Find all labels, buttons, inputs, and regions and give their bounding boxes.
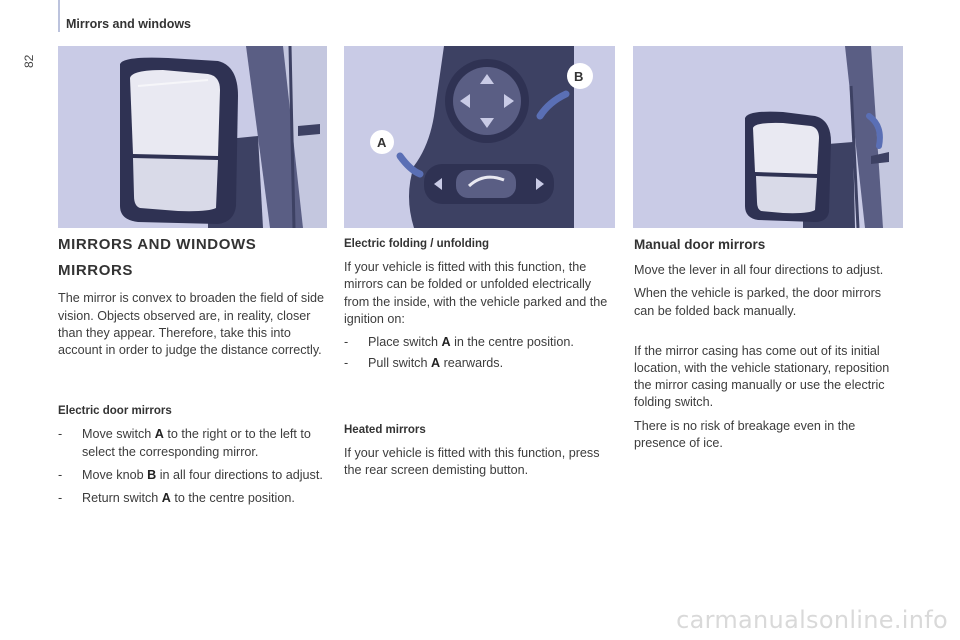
- column-middle: [344, 236, 616, 479]
- electric-mirrors-heading: Electric door mirrors: [58, 405, 172, 418]
- electric-folding-heading: Electric folding / unfolding: [344, 238, 490, 250]
- heated-mirrors-paragraph: If your vehicle is fitted with this function, press the rear screen demisting button.: [344, 445, 600, 477]
- electric-folding-paragraph: If your vehicle is fitted with this function, the mirrors can be folded or unfolded electrically from the inside, with the vehicle parked and the ignition on:: [344, 260, 608, 326]
- manual-mirrors-heading: Manual door mirrors: [634, 237, 766, 252]
- electric-mirrors-list: [58, 426, 326, 507]
- page-header-title: Mirrors and windows: [66, 17, 192, 31]
- manual-paragraph-4: There is no risk of breakage even in the presence of ice.: [634, 418, 856, 450]
- column-left: [58, 236, 326, 507]
- column-right: [634, 236, 904, 452]
- heated-mirrors-heading: Heated mirrors: [344, 424, 426, 437]
- list-item: - Return switch A to the centre position.: [58, 491, 295, 506]
- list-item: - Move switch A to the right or to the left to select the corresponding mirror.: [58, 427, 311, 459]
- mirror-switch-illustration: [344, 46, 615, 228]
- site-watermark: carmanualsonline.info: [676, 606, 948, 634]
- manual-paragraph-2: When the vehicle is parked, the door mirrors can be folded back manually.: [634, 286, 882, 318]
- label-a: A: [377, 135, 387, 150]
- header-accent-bar: [58, 0, 60, 32]
- label-b: B: [574, 69, 584, 84]
- manual-mirror-illustration: [633, 46, 903, 228]
- manual-paragraph-3: If the mirror casing has come out of its initial location, with the vehicle stationary, reposition the mirror casing manually or use the electric folding switch.: [634, 343, 890, 410]
- page-number: 82: [22, 54, 36, 68]
- subsection-title: MIRRORS: [58, 262, 134, 280]
- intro-paragraph: The mirror is convex to broaden the field of side vision. Objects observed are, in reality, closer than they appear. Therefore, take this into account in order to judge the distance correctly.: [58, 291, 324, 358]
- list-item: - Move knob B in all four directions to adjust.: [58, 467, 323, 482]
- list-item: - Pull switch A rearwards.: [344, 356, 504, 371]
- manual-paragraph-1: Move the lever in all four directions to adjust.: [634, 263, 884, 278]
- door-mirror-illustration: [58, 46, 327, 228]
- electric-folding-list: [344, 334, 616, 372]
- list-item: - Place switch A in the centre position.: [344, 335, 574, 350]
- section-title: MIRRORS AND WINDOWS: [58, 236, 257, 253]
